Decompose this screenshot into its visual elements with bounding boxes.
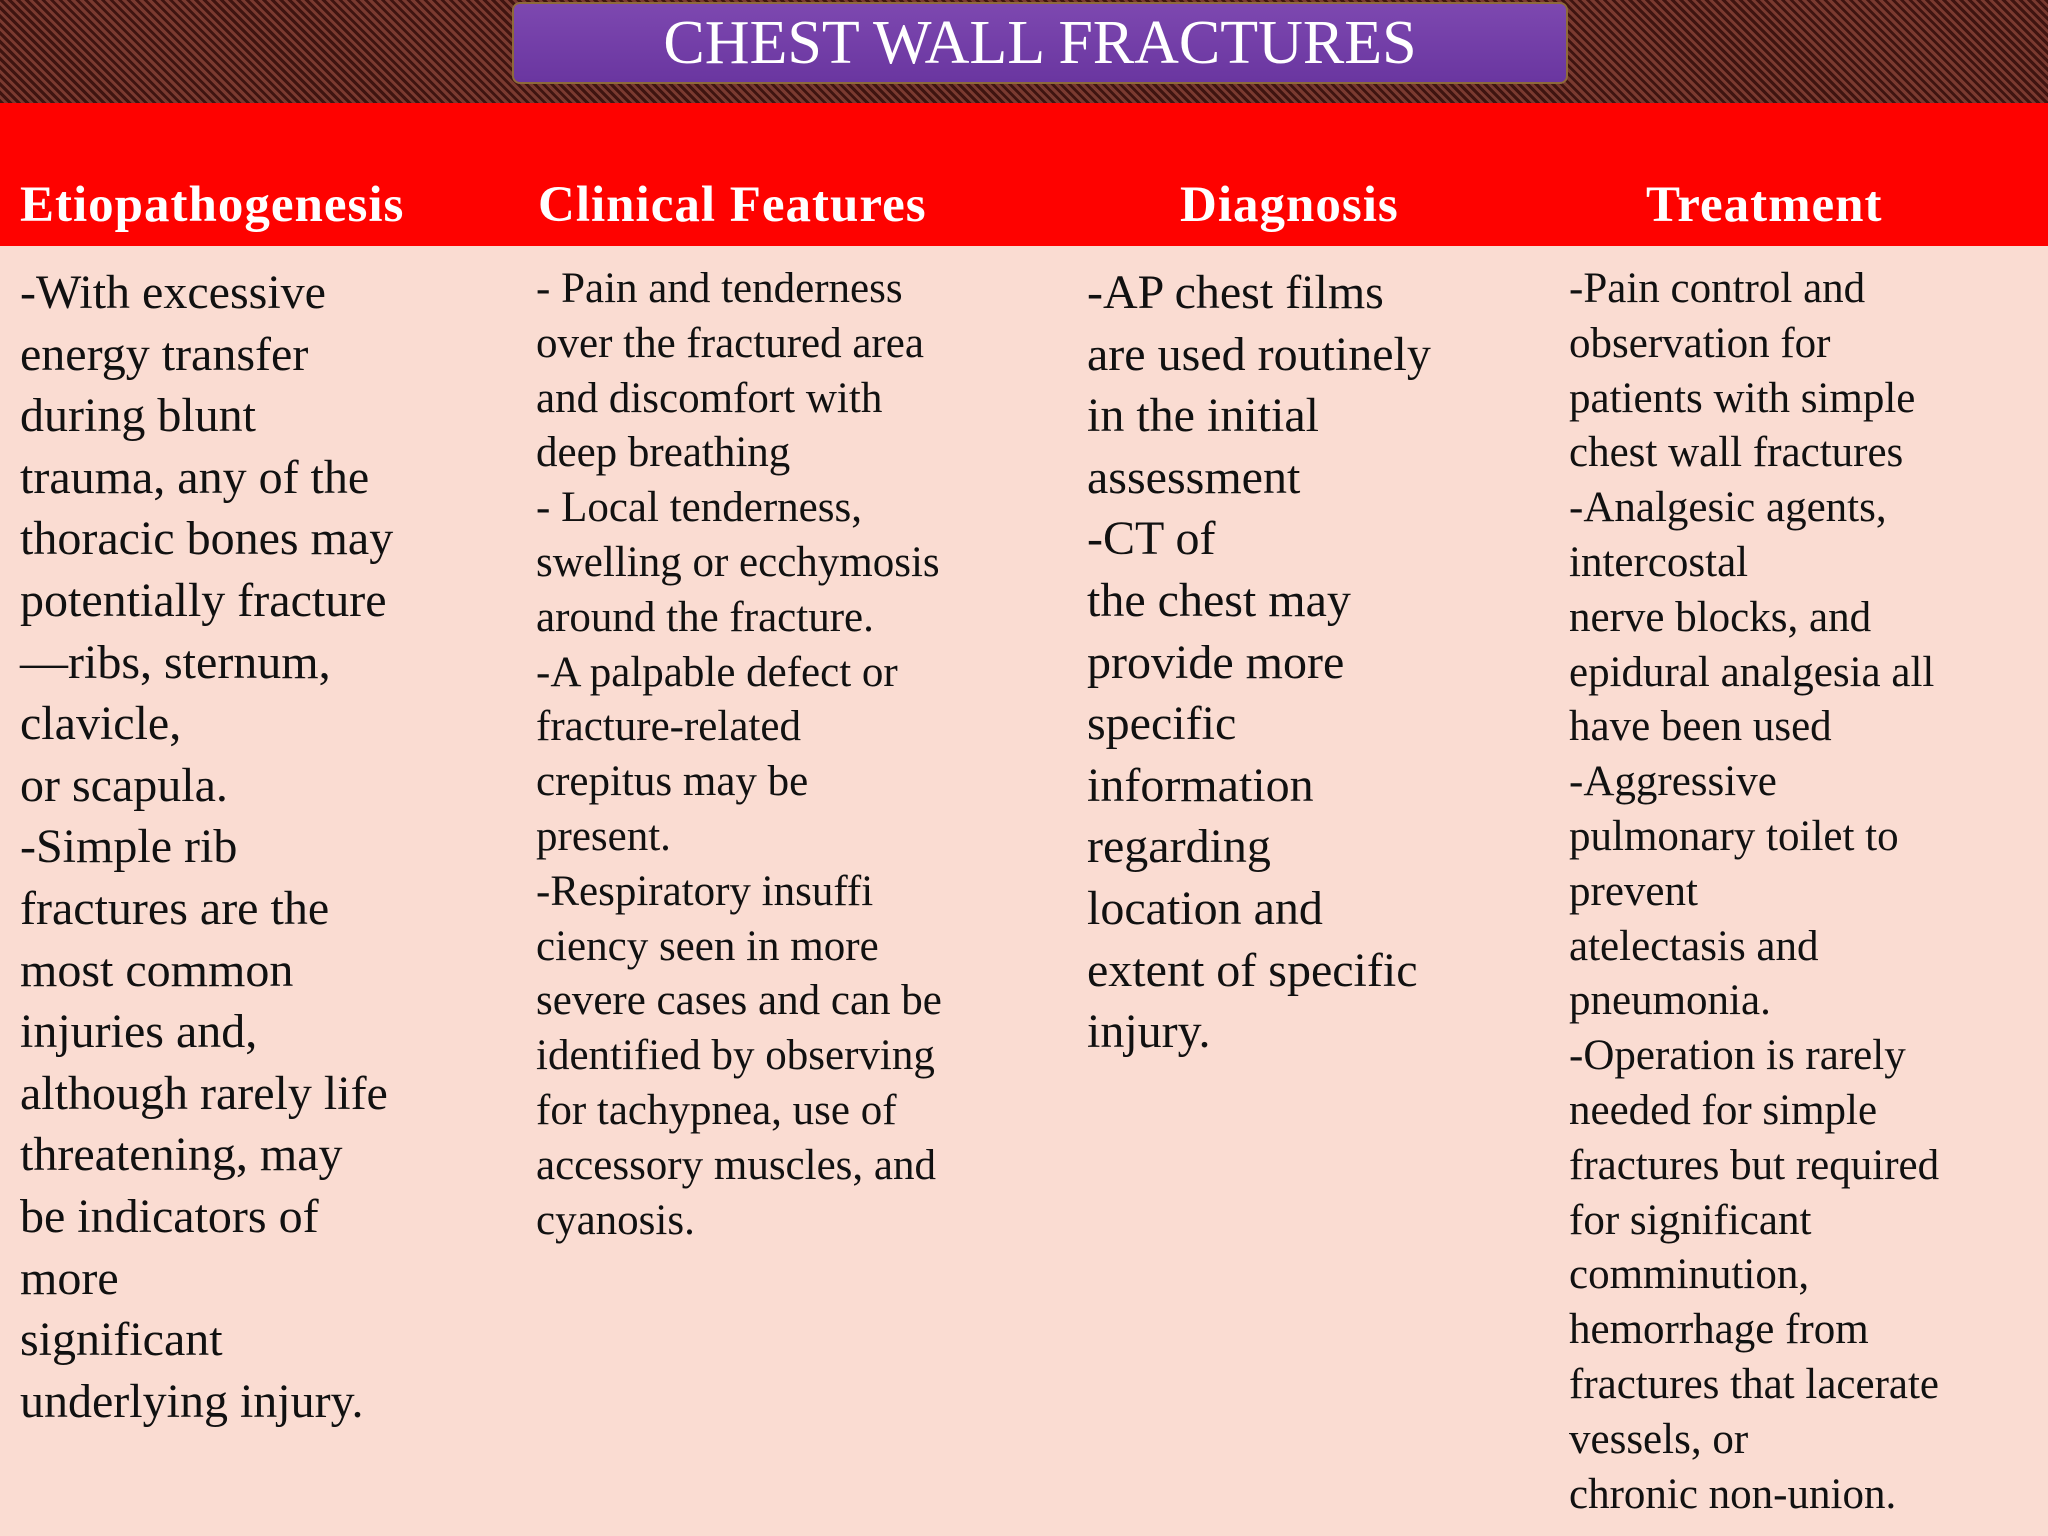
text-line: ciency seen in more — [536, 922, 879, 970]
text-line: most common — [20, 943, 294, 997]
text-line: -Operation is rarely — [1569, 1032, 1906, 1080]
text-line: vessels, or — [1569, 1415, 1749, 1463]
text-line: identified by observing — [536, 1032, 935, 1080]
text-line: comminution, — [1569, 1251, 1810, 1299]
text-line: provide more — [1087, 635, 1345, 689]
column-treatment-text — [1569, 262, 1939, 1522]
text-line: hemorrhage from — [1569, 1306, 1869, 1354]
text-line: -With excessive — [20, 266, 326, 319]
text-line: underlying injury. — [20, 1374, 364, 1428]
text-line: -Aggressive — [1569, 758, 1777, 806]
text-line: threatening, may — [20, 1128, 343, 1182]
text-line: chest wall fractures — [1569, 429, 1904, 477]
text-line: deep breathing — [536, 429, 791, 477]
text-line: pneumonia. — [1569, 977, 1771, 1025]
text-line: intercostal — [1569, 538, 1749, 586]
text-line: -CT of — [1087, 512, 1216, 566]
text-line: around the fracture. — [536, 593, 874, 641]
text-line: atelectasis and — [1569, 922, 1819, 970]
text-line: nerve blocks, and — [1569, 593, 1872, 641]
text-line: observation for — [1569, 319, 1831, 367]
text-line: - Pain and tenderness — [536, 265, 903, 312]
text-line: fractures that lacerate — [1569, 1360, 1940, 1408]
text-line: -Analgesic agents, — [1569, 484, 1887, 532]
text-line: information — [1087, 758, 1314, 812]
text-line: more — [20, 1251, 119, 1305]
text-line: -Pain control and — [1569, 265, 1866, 312]
text-line: and discomfort with — [536, 374, 883, 422]
text-line: location and — [1087, 881, 1323, 935]
text-line: during blunt — [20, 389, 256, 443]
slide-title: CHEST WALL FRACTURES — [663, 8, 1417, 77]
text-line: energy transfer — [20, 327, 309, 381]
text-line: -Respiratory insuffi — [536, 867, 874, 915]
text-line: clavicle, — [20, 697, 182, 751]
text-line: cyanosis. — [536, 1196, 695, 1244]
text-line: needed for simple — [1569, 1086, 1878, 1134]
text-line: patients with simple — [1569, 374, 1916, 422]
header-clinical-features: Clinical Features — [538, 177, 927, 233]
text-line: epidural analgesia all — [1569, 648, 1935, 696]
header-diagnosis: Diagnosis — [1180, 177, 1399, 233]
text-line: the chest may — [1087, 573, 1351, 627]
text-line: in the initial — [1087, 389, 1319, 443]
text-line: assessment — [1087, 450, 1301, 504]
text-line: be indicators of — [20, 1189, 319, 1243]
text-line: potentially fracture — [20, 573, 387, 627]
text-line: accessory muscles, and — [536, 1141, 936, 1189]
text-line: chronic non-union. — [1569, 1470, 1897, 1518]
text-line: severe cases and can be — [536, 977, 942, 1025]
text-line: thoracic bones may — [20, 512, 394, 566]
text-line: for significant — [1569, 1196, 1812, 1244]
text-line: pulmonary toilet to — [1569, 812, 1899, 860]
text-line: -AP chest films — [1087, 266, 1384, 319]
header-treatment: Treatment — [1646, 177, 1883, 233]
column-diagnosis-text — [1087, 262, 1431, 1063]
text-line: for tachypnea, use of — [536, 1086, 897, 1134]
text-line: prevent — [1569, 867, 1698, 915]
text-line: fractures but required — [1569, 1141, 1940, 1189]
text-line: extent of specific — [1087, 943, 1418, 997]
text-line: or scapula. — [20, 758, 228, 812]
text-line: fracture-related — [536, 703, 801, 751]
text-line: fractures are the — [20, 881, 330, 935]
text-line: over the fractured area — [536, 319, 924, 367]
text-line: although rarely life — [20, 1066, 388, 1120]
text-line: significant — [20, 1313, 223, 1367]
column-etiopathogenesis-text — [20, 262, 393, 1432]
text-line: are used routinely — [1087, 327, 1431, 381]
text-line: -A palpable defect or — [536, 648, 898, 696]
text-line: trauma, any of the — [20, 450, 370, 504]
title-banner — [512, 2, 1568, 84]
text-line: have been used — [1569, 703, 1832, 751]
text-line: present. — [536, 812, 671, 860]
text-line: injury. — [1087, 1005, 1211, 1059]
header-etiopathogenesis: Etiopathogenesis — [20, 177, 405, 233]
text-line: —ribs, sternum, — [20, 635, 331, 689]
text-line: injuries and, — [20, 1005, 258, 1059]
text-line: - Local tenderness, — [536, 484, 862, 532]
text-line: regarding — [1087, 820, 1271, 874]
column-clinical-features-text — [536, 262, 942, 1248]
text-line: -Simple rib — [20, 820, 238, 874]
text-line: crepitus may be — [536, 758, 809, 806]
text-line: specific — [1087, 697, 1237, 751]
text-line: swelling or ecchymosis — [536, 538, 940, 586]
